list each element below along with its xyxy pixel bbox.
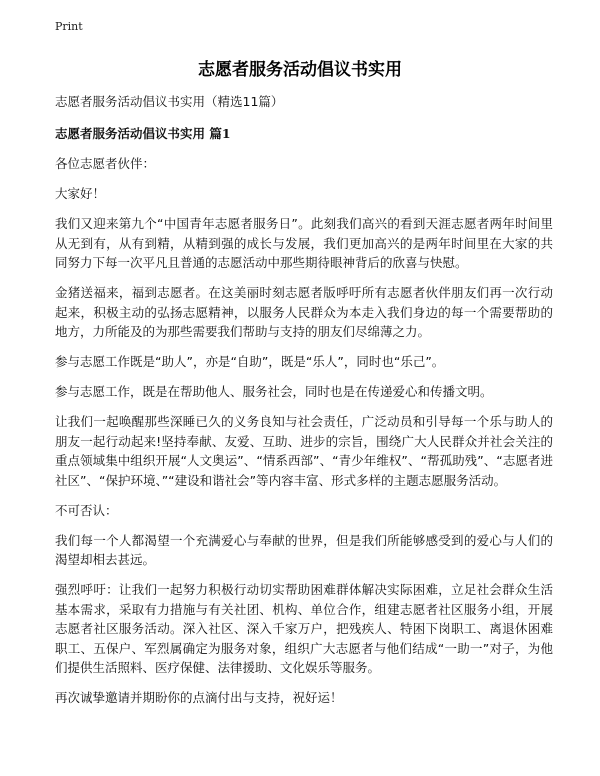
print-link[interactable]: Print — [55, 20, 83, 33]
paragraph: 金猪送福来，福到志愿者。在这美丽时刻志愿者版呼吁所有志愿者伙伴朋友们再一次行动起来，积极主动的弘扬志愿精神，以服务人民群众为本走入我们身边的每一个需要帮助的地方，力所能及的为那些需要我们帮助与支持的朋友们尽绵薄之力。 — [55, 285, 553, 339]
paragraph: 参与志愿工作，既是在帮助他人、服务社会，同时也是在传递爱心和传播文明。 — [55, 384, 493, 399]
paragraph: 我们又迎来第九个“中国青年志愿者服务日”。此刻我们高兴的看到天涯志愿者两年时间里从无到有，从有到精，从精到强的成长与发展，我们更加高兴的是两年时间里在大家的共同努力下每一次平凡且普通的志愿活动中那些期待眼神背后的欣喜与快慰。 — [55, 216, 553, 270]
paragraph: 参与志愿工作既是“助人”，亦是“自助”，既是“乐人”，同时也“乐己”。 — [55, 354, 445, 369]
page-title: 志愿者服务活动倡议书实用 — [198, 60, 402, 80]
paragraph: 强烈呼吁：让我们一起努力积极行动切实帮助困难群体解决实际困难，立足社会群众生活基本需求，采取有力措施与有关社团、机构、单位合作，组建志愿者社区服务小组，开展志愿者社区服务活动。深入社区、深入千家万户，把残疾人、特困下岗职工、离退休困难职工、五保户、军烈属确定为服务对象，组织广大志愿者与他们结成“一助一”对子，为他们提供生活照料、医疗保健、法律援助、文化娱乐等服务。 — [55, 582, 553, 675]
section-heading: 志愿者服务活动倡议书实用 篇1 — [55, 126, 231, 141]
paragraph: 不可否认： — [55, 502, 118, 518]
closing-line: 再次诚挚邀请并期盼你的点滴付出与支持，祝好运！ — [55, 690, 343, 705]
salutation: 各位志愿者伙伴： — [55, 156, 156, 171]
greeting: 大家好！ — [55, 186, 106, 201]
article-body — [55, 92, 553, 718]
paragraph: 我们每一个人都渴望一个充满爱心与奉献的世界，但是我们所能够感受到的爱心与人们的渴望却相去甚远。 — [55, 532, 553, 567]
article-subtitle: 志愿者服务活动倡议书实用（精选11篇） — [55, 94, 284, 109]
paragraph: 让我们一起唤醒那些深睡已久的义务良知与社会责任，广泛动员和引导每一个乐与助人的朋友一起行动起来!坚持奉献、友爱、互助、进步的宗旨，围绕广大人民群众并社会关注的重点领域集中组织开展“人文奥运”、“情系西部”、“青少年维权”、“帮孤助残”、“志愿者进社区”、“保护环境、”“建设和谐社会”等内容丰富、形式多样的主题志愿服务活动。 — [55, 414, 553, 488]
